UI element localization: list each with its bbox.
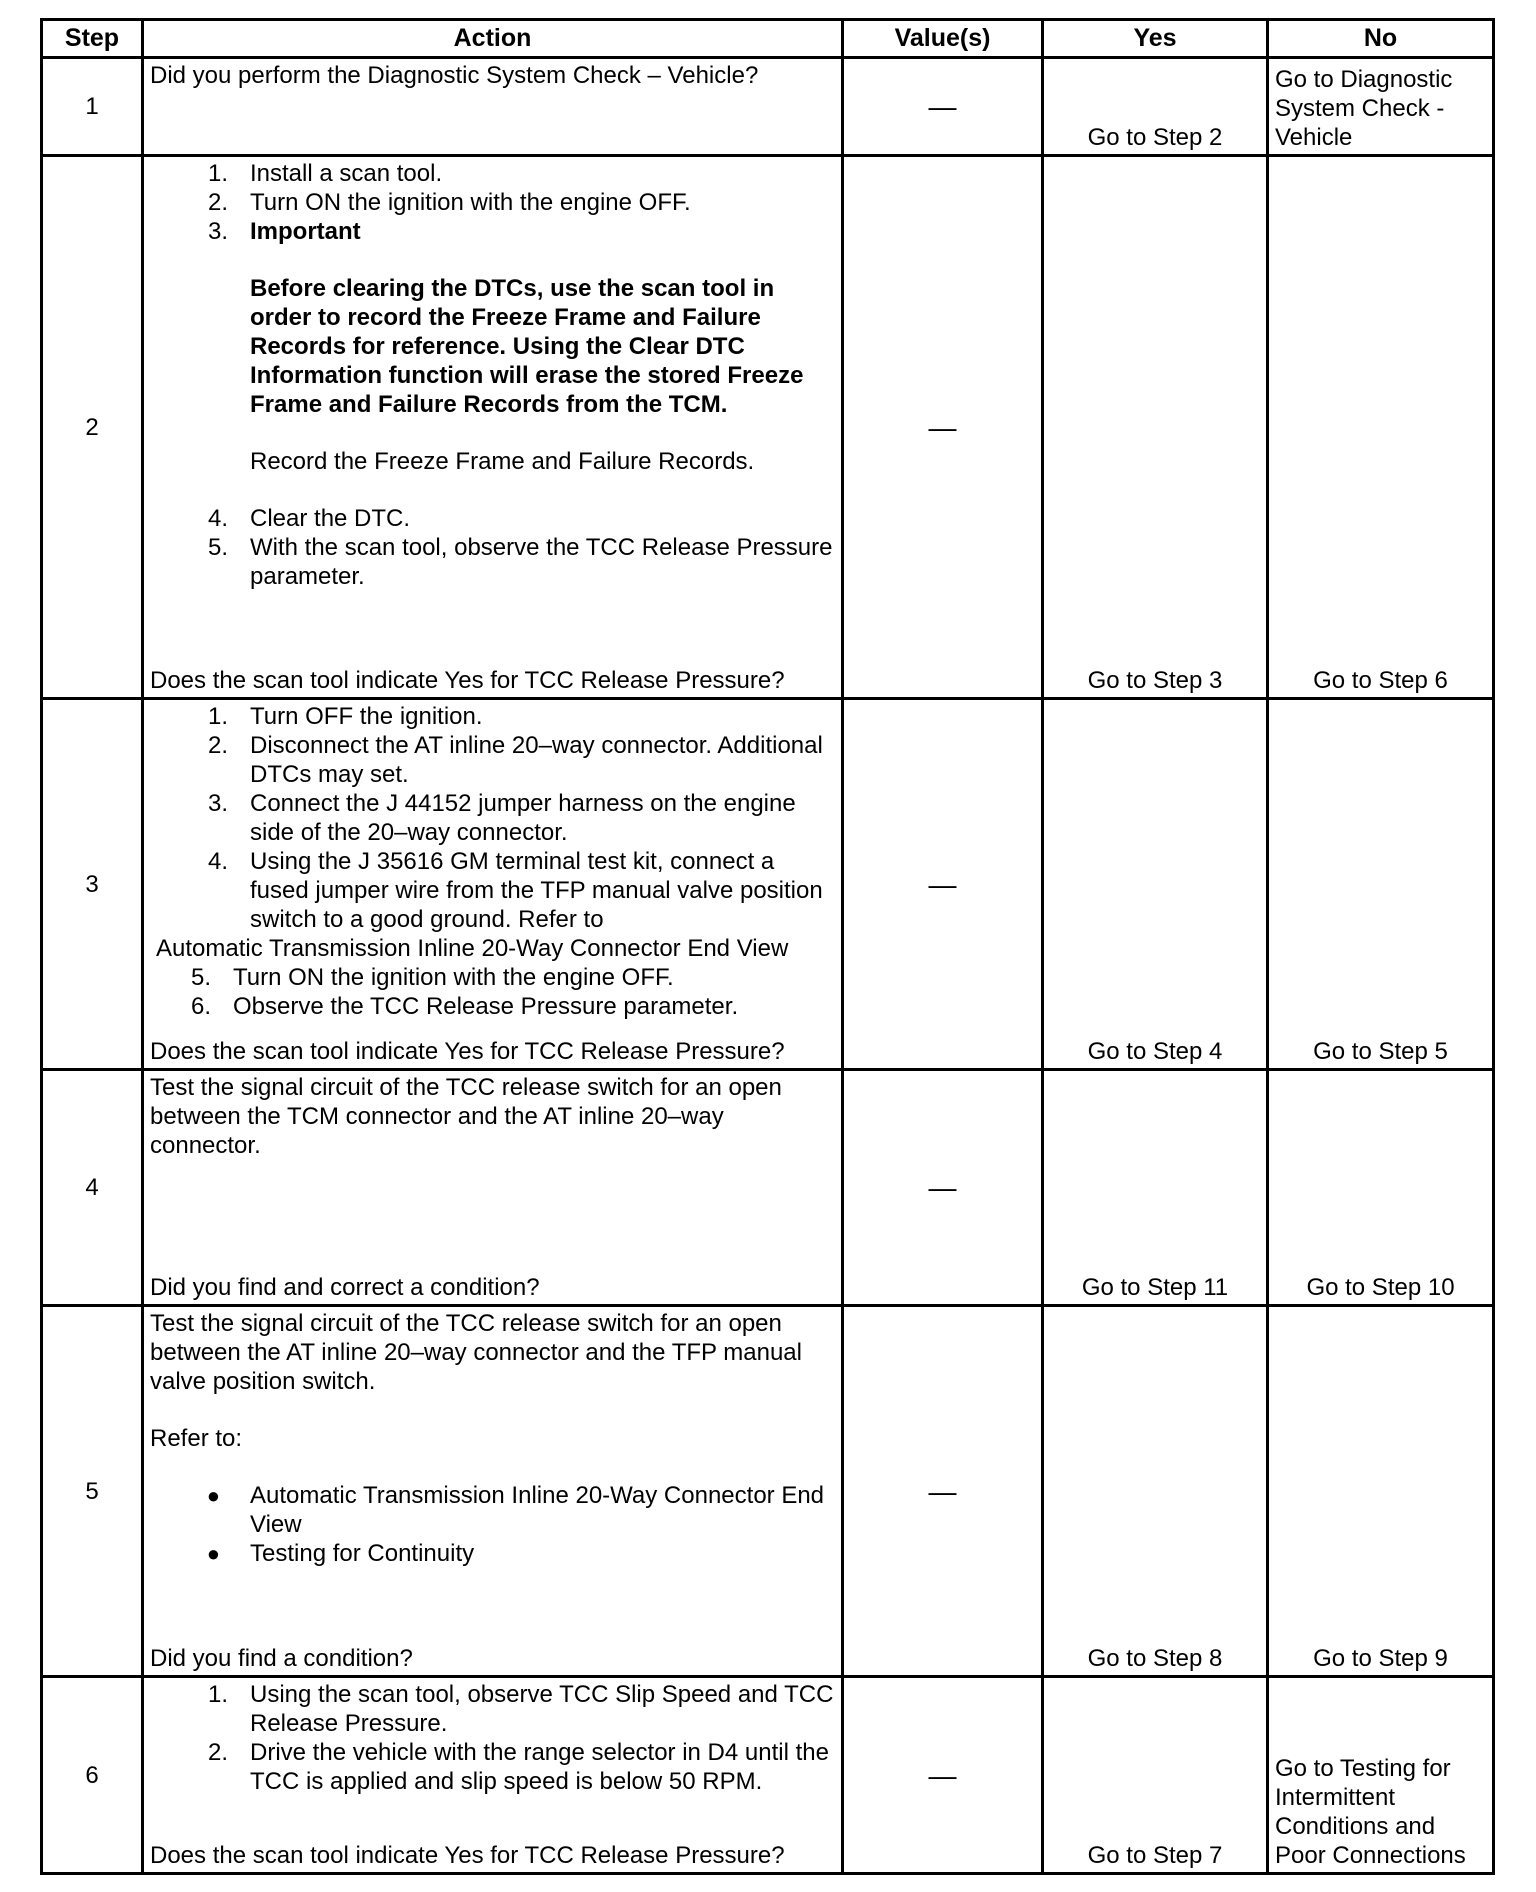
- action-steps: [150, 504, 835, 591]
- no-cell: Go to Step 6: [1268, 156, 1494, 699]
- value-cell: —: [843, 156, 1043, 699]
- list-item: 6. Observe the TCC Release Pressure parameter.: [190, 993, 739, 1020]
- header-step: Step: [42, 20, 143, 58]
- action-question: Does the scan tool indicate Yes for TCC Release Pressure?: [150, 1842, 785, 1869]
- action-cell: [143, 1070, 843, 1306]
- reference-link[interactable]: Automatic Transmission Inline 20-Way Connector End View: [156, 935, 789, 962]
- list-item: 5. Turn ON the ignition with the engine OFF.: [190, 964, 674, 991]
- step-number: 1: [42, 58, 143, 156]
- value-cell: —: [843, 1677, 1043, 1874]
- no-cell: Go to Step 9: [1268, 1306, 1494, 1677]
- list-item: 1. Install a scan tool.: [207, 160, 443, 187]
- action-cell: [143, 1306, 843, 1677]
- list-item: 1. Turn OFF the ignition.: [207, 703, 483, 730]
- important-note: Before clearing the DTCs, use the scan tool in order to record the Freeze Frame and Failure Records for reference. Using the Clear DTC Information function will erase the stored Freeze Frame and Failure Records from the TCM.: [250, 275, 804, 418]
- action-text: Did you perform the Diagnostic System Check – Vehicle?: [150, 62, 759, 89]
- list-item: 2. Turn ON the ignition with the engine OFF.: [207, 189, 691, 216]
- yes-cell: Go to Step 8: [1043, 1306, 1268, 1677]
- no-cell: Go to Diagnostic System Check - Vehicle: [1268, 58, 1494, 156]
- table-row-step-2: [42, 156, 1494, 699]
- reference-list: [150, 1481, 835, 1568]
- value-cell: —: [843, 1306, 1043, 1677]
- refer-label: Refer to:: [150, 1425, 243, 1452]
- yes-cell: Go to Step 7: [1043, 1677, 1268, 1874]
- no-cell: Go to Step 10: [1268, 1070, 1494, 1306]
- list-item: 2. Disconnect the AT inline 20–way connector. Additional DTCs may set.: [207, 732, 823, 788]
- table-row-step-1: [42, 58, 1494, 156]
- list-item[interactable]: ● Testing for Continuity: [150, 1539, 835, 1568]
- action-text: Test the signal circuit of the TCC release switch for an open between the AT inline 20–way connector and the TFP manual valve position switch.: [150, 1310, 802, 1395]
- list-item: 4. Clear the DTC.: [207, 505, 411, 532]
- value-cell: —: [843, 58, 1043, 156]
- action-cell: [143, 1677, 843, 1874]
- step-number: 6: [42, 1677, 143, 1874]
- step-number: 2: [42, 156, 143, 699]
- action-question: Did you find and correct a condition?: [150, 1274, 540, 1301]
- header-values: Value(s): [843, 20, 1043, 58]
- action-cell: [143, 699, 843, 1070]
- list-item: 3. Connect the J 44152 jumper harness on the engine side of the 20–way connector.: [207, 790, 796, 846]
- table-row-step-5: [42, 1306, 1494, 1677]
- list-item: 3. Important: [207, 218, 361, 245]
- header-action: Action: [143, 20, 843, 58]
- table-row-step-3: [42, 699, 1494, 1070]
- header-yes: Yes: [1043, 20, 1268, 58]
- list-item[interactable]: ● Automatic Transmission Inline 20-Way Connector End View: [150, 1481, 835, 1539]
- action-text: Test the signal circuit of the TCC release switch for an open between the TCM connector and the AT inline 20–way connector.: [150, 1074, 782, 1159]
- step-number: 4: [42, 1070, 143, 1306]
- yes-cell: Go to Step 11: [1043, 1070, 1268, 1306]
- table-row-step-4: [42, 1070, 1494, 1306]
- action-question: Does the scan tool indicate Yes for TCC Release Pressure?: [150, 1038, 785, 1065]
- list-item: 5. With the scan tool, observe the TCC Release Pressure parameter.: [207, 534, 833, 590]
- step-number: 5: [42, 1306, 143, 1677]
- no-cell: Go to Testing for Intermittent Conditions and Poor Connections: [1268, 1677, 1494, 1874]
- action-steps: [150, 963, 835, 1021]
- action-steps: [150, 159, 835, 246]
- action-question: Did you find a condition?: [150, 1645, 413, 1672]
- step-number: 3: [42, 699, 143, 1070]
- bullet-icon: ●: [206, 1483, 220, 1508]
- table-header-row: [42, 20, 1494, 58]
- list-item: 1. Using the scan tool, observe TCC Slip Speed and TCC Release Pressure.: [207, 1681, 834, 1737]
- yes-cell: Go to Step 2: [1043, 58, 1268, 156]
- value-cell: —: [843, 1070, 1043, 1306]
- diagnostic-table: [40, 18, 1495, 1875]
- yes-cell: Go to Step 4: [1043, 699, 1268, 1070]
- table-row-step-6: [42, 1677, 1494, 1874]
- action-cell: [143, 58, 843, 156]
- value-cell: —: [843, 699, 1043, 1070]
- yes-cell: Go to Step 3: [1043, 156, 1268, 699]
- header-no: No: [1268, 20, 1494, 58]
- list-item: 4. Using the J 35616 GM terminal test kit, connect a fused jumper wire from the TFP manual valve position switch to a good ground. Refer to: [207, 848, 823, 933]
- action-question: Does the scan tool indicate Yes for TCC Release Pressure?: [150, 667, 785, 694]
- list-item: 2. Drive the vehicle with the range selector in D4 until the TCC is applied and slip speed is below 50 RPM.: [207, 1739, 829, 1795]
- action-steps: [150, 702, 835, 934]
- no-cell: Go to Step 5: [1268, 699, 1494, 1070]
- action-cell: [143, 156, 843, 699]
- bullet-icon: ●: [206, 1541, 220, 1566]
- record-instruction: Record the Freeze Frame and Failure Records.: [250, 448, 755, 475]
- action-steps: [150, 1680, 835, 1796]
